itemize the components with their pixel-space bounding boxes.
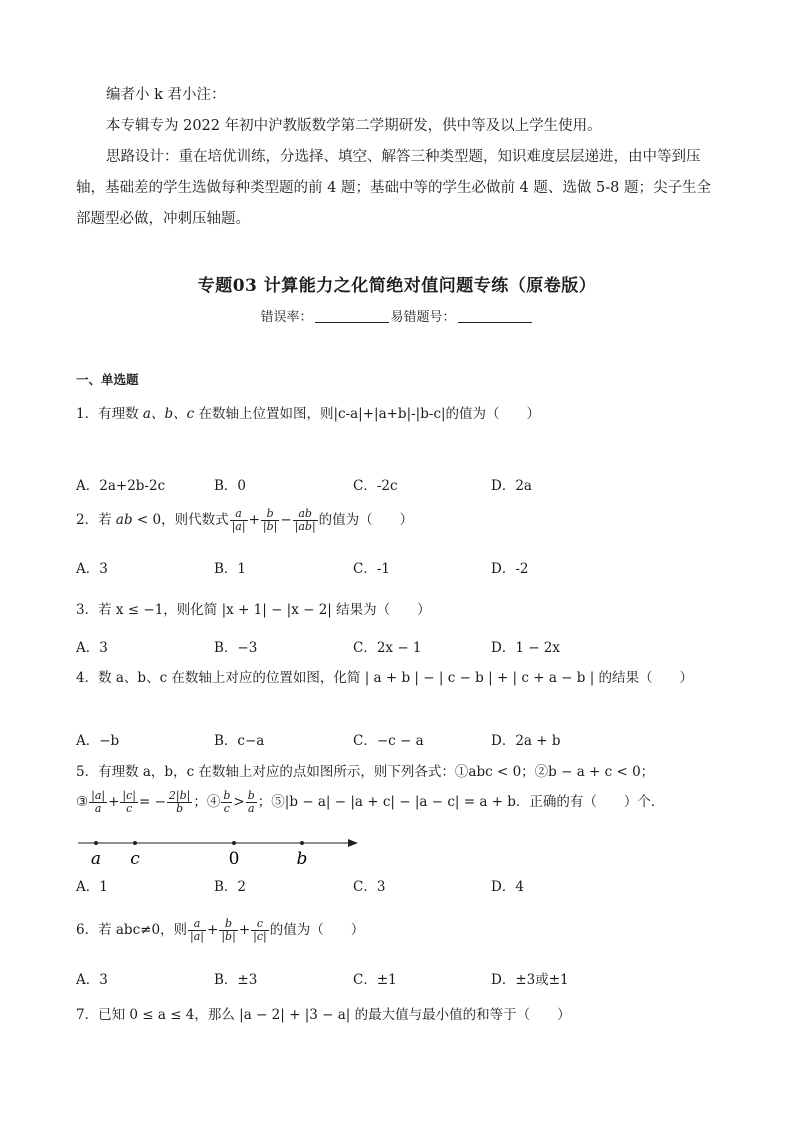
option-a: A．−b: [76, 733, 120, 749]
fraction: $\frac{c}{|c|}$: [253, 917, 267, 943]
fraction: $\frac{|a|}{a}$: [91, 789, 106, 815]
option-b: B．1: [214, 561, 247, 577]
option-d: D．2a + b: [491, 733, 561, 749]
label-c: c: [130, 849, 140, 869]
option-c: C．3: [353, 879, 386, 895]
option-c: C．-1: [353, 561, 390, 577]
option-c: C．−c − a: [353, 733, 424, 749]
point-c: [133, 841, 137, 845]
question-2: 2．若 ab < 0，则代数式 $\frac{a}{|a|}$ + $\frac{b}{|b|}$ − $\frac{ab}{|ab|}$ 的值为（ ）: [76, 507, 414, 533]
label-a: a: [90, 849, 102, 869]
note-line: 本专辑专为 2022 年初中沪教版数学第二学期研发，供中等及以上学生使用。: [106, 118, 602, 134]
fraction: $\frac{b}{a}$: [247, 789, 255, 815]
label-b: b: [296, 849, 308, 869]
option-b: B．−3: [214, 640, 258, 656]
question-7: 7．已知 0 ≤ a ≤ 4，那么 |a − 2| + |3 − a| 的最大值与最小值的和等于（ ）: [76, 1007, 571, 1023]
option-d: D．1 − 2x: [491, 640, 561, 656]
question-4: 4．数 a、b、c 在数轴上对应的位置如图，化简 | a + b | − | c − b | + | c + a − b | 的结果（ ）: [76, 670, 694, 686]
option-c: C．±1: [353, 972, 397, 988]
fraction: $\frac{a}{|a|}$: [231, 507, 246, 533]
question-5: 5．有理数 a，b，c 在数轴上对应的点如图所示，则下列各式：①abc < 0；②b − a + c < 0；: [76, 764, 655, 780]
error-question-blank: [458, 310, 532, 323]
question-text: < 0，则代数式: [132, 512, 229, 528]
option-b: B．2: [214, 879, 247, 895]
fraction: $\frac{b}{|b|}$: [221, 917, 236, 943]
label-zero: 0: [228, 849, 240, 869]
question-text: 的值为（ ）: [269, 922, 365, 938]
question-6: 6．若 abc≠0，则 $\frac{a}{|a|}$ + $\frac{b}{|b|}$ + $\frac{c}{|c|}$ 的值为（ ）: [76, 917, 365, 943]
option-b: B．c−a: [214, 733, 265, 749]
fraction: $\frac{a}{|a|}$: [190, 917, 205, 943]
option-d: D．±3或±1: [491, 972, 569, 988]
point-b: [300, 841, 304, 845]
option-d: D．2a: [491, 478, 532, 494]
option-c: C．2x − 1: [353, 640, 422, 656]
point-a: [94, 841, 98, 845]
question-3: 3．若 x ≤ −1，则化简 |x + 1| − |x − 2| 结果为（ ）: [76, 602, 431, 618]
question-5-line2: ③ $\frac{|a|}{a}$ + $\frac{|c|}{c}$ = − $\frac{2|b|}{b}$ ；④ $\frac{b}{c}$ > $\frac{b}{a}$ ；⑤|b − a| − |a + c| − |a − c| = a + b．正确的有（ ）个．: [76, 789, 665, 815]
question-text: ；④: [193, 794, 221, 810]
option-a: A．3: [76, 640, 108, 656]
note-line: 思路设计：重在培优训练，分选择、填空、解答三种类型题，知识难度层层递进，由中等到压轴，基础差的学生选做每种类型题的前 4 题；基础中等的学生必做前 4 题、选做 5-8 题；尖子生全部题型必做，冲刺压轴题。: [76, 149, 711, 227]
question-text: 的值为（ ）: [318, 512, 414, 528]
question-text: ；⑤|b − a| − |a + c| − |a − c| = a + b．正确的有（ ）个．: [257, 794, 665, 810]
error-rate-line: [0, 306, 794, 325]
fraction: $\frac{ab}{|ab|}$: [294, 507, 316, 533]
number-line-arrow: [348, 839, 358, 847]
question-text: 2．若: [76, 512, 116, 528]
question-text: ab: [115, 512, 133, 528]
option-b: B．±3: [214, 972, 258, 988]
section-heading: 一、单选题: [76, 372, 139, 387]
question-text: ③: [76, 794, 89, 810]
question-1: [76, 402, 540, 422]
fraction: $\frac{b}{c}$: [223, 789, 231, 815]
question-text: 在数轴上位置如图，则|c-a|+|a+b|-|b-c|的值为（ ）: [194, 406, 541, 422]
note-line: 编者小 k 君小注：: [106, 87, 226, 103]
number-line-diagram: [76, 834, 366, 870]
question-text: 1．有理数: [76, 406, 143, 422]
option-d: D．4: [491, 879, 524, 895]
fraction: $\frac{b}{|b|}$: [262, 507, 278, 533]
fraction: $\frac{2|b|}{b}$: [168, 789, 191, 815]
option-d: D．-2: [491, 561, 529, 577]
fraction: $\frac{|c|}{c}$: [122, 789, 136, 815]
option-a: A．2a+2b-2c: [76, 478, 166, 494]
option-b: B．0: [214, 478, 247, 494]
option-c: C．-2c: [353, 478, 398, 494]
point-zero: [232, 841, 236, 845]
question-text: a、b、c: [142, 406, 195, 422]
error-rate-blank: [315, 310, 389, 323]
page-title: 专题03 计算能力之化简绝对值问题专练（原卷版）: [197, 276, 597, 296]
option-a: A．3: [76, 561, 108, 577]
editor-note: [76, 80, 722, 235]
option-a: A．1: [76, 879, 108, 895]
error-question-label: 易错题号：: [390, 310, 456, 325]
option-a: A．3: [76, 972, 108, 988]
error-rate-label: 错误率：: [260, 310, 313, 325]
question-text: 6．若 abc≠0，则: [76, 922, 188, 938]
